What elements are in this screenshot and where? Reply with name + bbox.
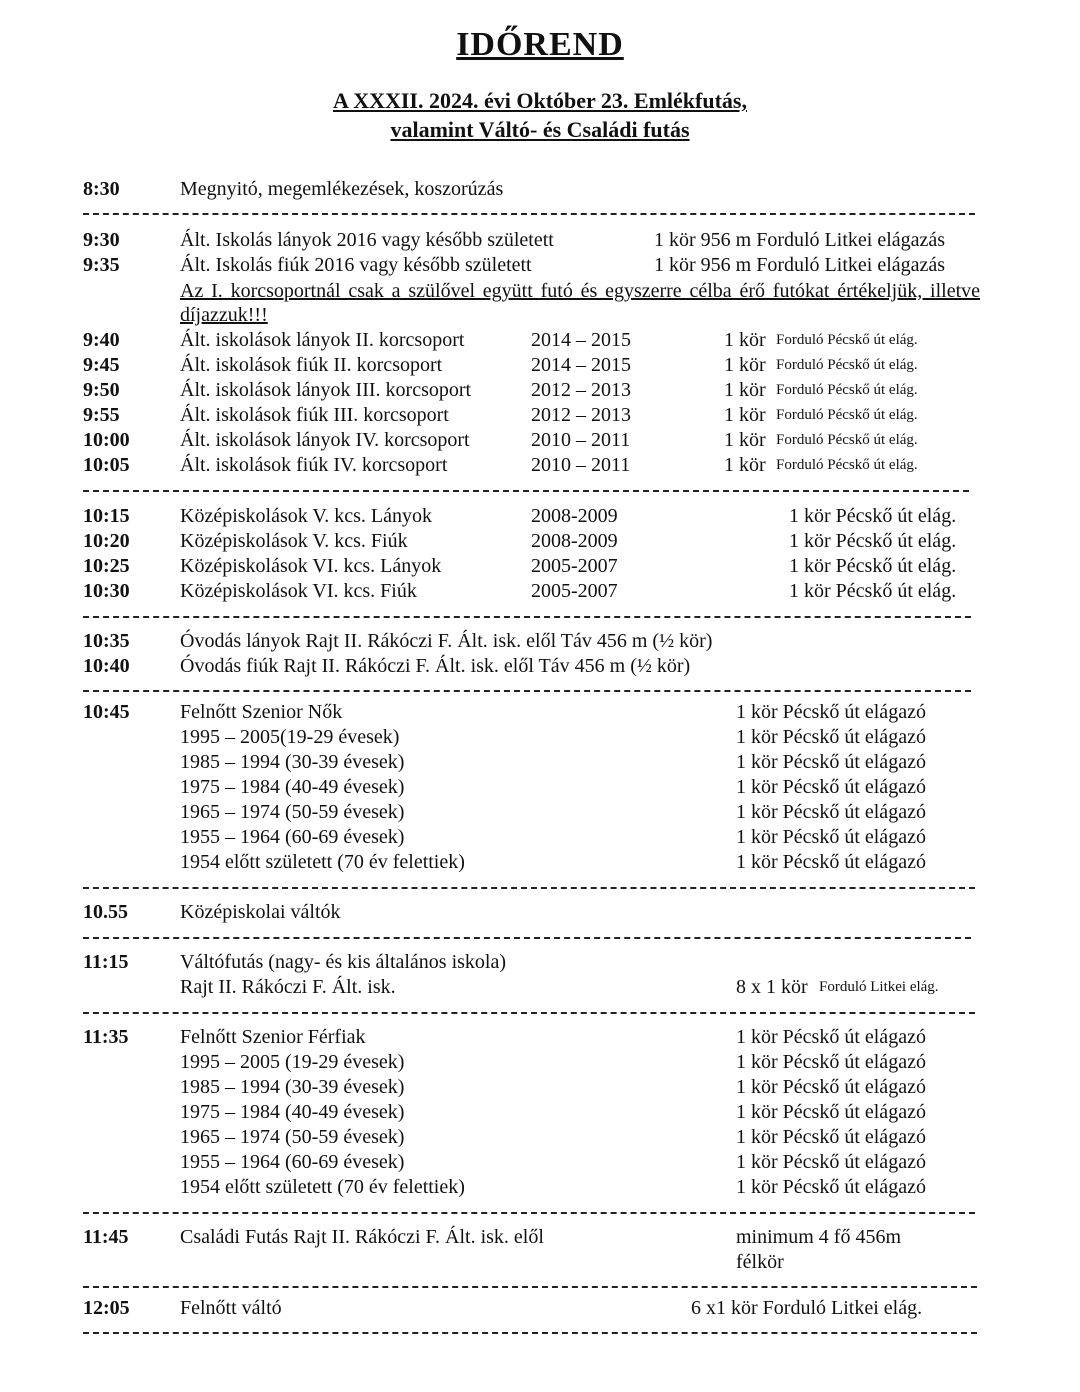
schedule-route: Forduló Pécskő út elág.: [776, 332, 918, 348]
schedule-name: Ált. iskolások fiúk IV. korcsoport: [180, 454, 448, 476]
schedule-time: 10:00: [83, 429, 130, 451]
schedule-time: 12:05: [83, 1297, 130, 1319]
schedule-distance: 1 kör Pécskő út elágazó: [736, 826, 926, 848]
schedule-lap: 1 kör: [724, 429, 766, 451]
separator: [83, 887, 975, 889]
schedule-distance: 1 kör Pécskő út elágazó: [736, 1051, 926, 1073]
separator: [83, 690, 971, 692]
schedule-distance: 1 kör Pécskő út elágazó: [736, 1101, 926, 1123]
schedule-distance: 1 kör Pécskő út elágazó: [736, 726, 926, 748]
schedule-time: 9:30: [83, 229, 120, 251]
schedule-distance-cont: félkör: [736, 1251, 784, 1273]
schedule-name: 1954 előtt született (70 év felettiek): [180, 851, 465, 873]
schedule-name: Ált. iskolások lányok II. korcsoport: [180, 329, 465, 351]
schedule-distance: 1 kör Pécskő út elágazó: [736, 1126, 926, 1148]
schedule-time: 11:35: [83, 1026, 129, 1048]
schedule-name: Középiskolások V. kcs. Lányok: [180, 505, 433, 527]
schedule-distance: 1 kör Pécskő út elágazó: [736, 1076, 926, 1098]
schedule-name: Ált. iskolások fiúk II. korcsoport: [180, 354, 443, 376]
schedule-name: Óvodás fiúk Rajt II. Rákóczi F. Ált. isk. elől Táv 456 m (½ kör): [180, 655, 691, 677]
schedule-name: Rajt II. Rákóczi F. Ált. isk.: [180, 976, 396, 998]
schedule-name: Családi Futás Rajt II. Rákóczi F. Ált. isk. elől: [180, 1226, 544, 1248]
schedule-distance: 6 x1 kör Forduló Litkei elág.: [691, 1297, 923, 1319]
schedule-name: Középiskolások VI. kcs. Fiúk: [180, 580, 417, 602]
schedule-lap: 1 kör: [724, 354, 766, 376]
schedule-time: 11:45: [83, 1226, 129, 1248]
schedule-name: 1954 előtt született (70 év felettiek): [180, 1176, 465, 1198]
schedule-name: Ált. iskolások lányok III. korcsoport: [180, 379, 472, 401]
schedule-time: 10:35: [83, 630, 130, 652]
schedule-name: 1975 – 1984 (40-49 évesek): [180, 776, 405, 798]
schedule-name: Ált. Iskolás lányok 2016 vagy később született: [180, 229, 554, 251]
schedule-lap: 1 kör: [724, 454, 766, 476]
schedule-distance: 1 kör Pécskő út elágazó: [736, 851, 926, 873]
schedule-distance: 1 kör Pécskő út elágazó: [736, 701, 926, 723]
schedule-years: 2014 – 2015: [531, 354, 631, 376]
schedule-route: Forduló Litkei elág.: [819, 979, 939, 995]
subtitle-line-1: A XXXII. 2024. évi Október 23. Emlékfutás,: [333, 88, 747, 113]
opening-name: Megnyitó, megemlékezések, koszorúzás: [180, 178, 504, 200]
schedule-distance: 1 kör Pécskő út elágazó: [736, 1026, 926, 1048]
schedule-route: Forduló Pécskő út elág.: [776, 357, 918, 373]
schedule-lap: 1 kör: [724, 404, 766, 426]
schedule-years: 2008-2009: [531, 530, 618, 552]
schedule-time: 9:35: [83, 254, 120, 276]
schedule-distance: 1 kör Pécskő út elágazó: [736, 1176, 926, 1198]
schedule-distance: 1 kör Pécskő út elágazó: [736, 801, 926, 823]
schedule-name: Középiskolások V. kcs. Fiúk: [180, 530, 408, 552]
schedule-name: 1955 – 1964 (60-69 évesek): [180, 1151, 405, 1173]
schedule-time: 9:50: [83, 379, 120, 401]
schedule-time: 10:25: [83, 555, 130, 577]
schedule-name: 1955 – 1964 (60-69 évesek): [180, 826, 405, 848]
schedule-name: 1975 – 1984 (40-49 évesek): [180, 1101, 405, 1123]
schedule-name: Középiskolások VI. kcs. Lányok: [180, 555, 442, 577]
schedule-name: 1985 – 1994 (30-39 évesek): [180, 751, 405, 773]
schedule-distance: 1 kör Pécskő út elágazó: [736, 776, 926, 798]
schedule-time: 9:45: [83, 354, 120, 376]
separator: [83, 1012, 975, 1014]
page-title: IDŐREND: [456, 26, 624, 63]
separator: [83, 937, 971, 939]
schedule-distance: 1 kör 956 m Forduló Litkei elágazás: [654, 229, 946, 251]
schedule-distance: 1 kör 956 m Forduló Litkei elágazás: [654, 254, 946, 276]
schedule-name: Váltófutás (nagy- és kis általános iskola): [180, 951, 507, 973]
schedule-distance: 1 kör Pécskő út elág.: [789, 580, 957, 602]
age-group-note: Az I. korcsoportnál csak a szülővel együtt futó és egyszerre célba érő futókat értékeljük, illetve díjazzuk!!!: [180, 280, 980, 326]
schedule-years: 2012 – 2013: [531, 379, 631, 401]
separator: [83, 616, 971, 618]
schedule-time: 10:05: [83, 454, 130, 476]
schedule-lap: 1 kör: [724, 329, 766, 351]
separator: [83, 213, 975, 215]
schedule-time: 11:15: [83, 951, 129, 973]
schedule-lap: 8 x 1 kör: [736, 976, 808, 998]
schedule-route: Forduló Pécskő út elág.: [776, 432, 918, 448]
schedule-name: Ált. iskolások lányok IV. korcsoport: [180, 429, 470, 451]
subtitle-line-2: valamint Váltó- és Családi futás: [390, 117, 690, 142]
separator: [83, 1286, 977, 1288]
schedule-distance: 1 kör Pécskő út elág.: [789, 505, 957, 527]
schedule-distance: 1 kör Pécskő út elágazó: [736, 1151, 926, 1173]
schedule-name: 1985 – 1994 (30-39 évesek): [180, 1076, 405, 1098]
schedule-name: 1965 – 1974 (50-59 évesek): [180, 801, 405, 823]
schedule-years: 2005-2007: [531, 580, 618, 602]
schedule-route: Forduló Pécskő út elág.: [776, 382, 918, 398]
schedule-time: 10:40: [83, 655, 130, 677]
schedule-years: 2014 – 2015: [531, 329, 631, 351]
schedule-name: 1995 – 2005(19-29 évesek): [180, 726, 400, 748]
schedule-time: 9:55: [83, 404, 120, 426]
schedule-name: Középiskolai váltók: [180, 901, 341, 923]
separator: [83, 1212, 975, 1214]
schedule-name: Felnőtt Szenior Férfiak: [180, 1026, 366, 1048]
schedule-route: Forduló Pécskő út elág.: [776, 457, 918, 473]
schedule-name: Ált. Iskolás fiúk 2016 vagy később született: [180, 254, 532, 276]
separator: [83, 1332, 977, 1334]
schedule-time: 10:15: [83, 505, 130, 527]
schedule-time: 9:40: [83, 329, 120, 351]
separator: [83, 490, 969, 492]
schedule-years: 2005-2007: [531, 555, 618, 577]
schedule-time: 10:45: [83, 701, 130, 723]
schedule-name: Ált. iskolások fiúk III. korcsoport: [180, 404, 449, 426]
schedule-lap: 1 kör: [724, 379, 766, 401]
schedule-time: 10.55: [83, 901, 128, 923]
schedule-distance: 1 kör Pécskő út elág.: [789, 555, 957, 577]
schedule-name: Felnőtt Szenior Nők: [180, 701, 343, 723]
opening-time: 8:30: [83, 178, 120, 200]
schedule-years: 2010 – 2011: [531, 454, 631, 476]
schedule-distance: 1 kör Pécskő út elág.: [789, 530, 957, 552]
schedule-time: 10:30: [83, 580, 130, 602]
schedule-distance: minimum 4 fő 456m: [736, 1226, 901, 1248]
schedule-name: 1995 – 2005 (19-29 évesek): [180, 1051, 405, 1073]
schedule-name: Felnőtt váltó: [180, 1297, 282, 1319]
schedule-years: 2008-2009: [531, 505, 618, 527]
schedule-time: 10:20: [83, 530, 130, 552]
schedule-distance: 1 kör Pécskő út elágazó: [736, 751, 926, 773]
schedule-route: Forduló Pécskő út elág.: [776, 407, 918, 423]
schedule-years: 2010 – 2011: [531, 429, 631, 451]
schedule-name: 1965 – 1974 (50-59 évesek): [180, 1126, 405, 1148]
schedule-name: Óvodás lányok Rajt II. Rákóczi F. Ált. isk. elől Táv 456 m (½ kör): [180, 630, 713, 652]
schedule-years: 2012 – 2013: [531, 404, 631, 426]
